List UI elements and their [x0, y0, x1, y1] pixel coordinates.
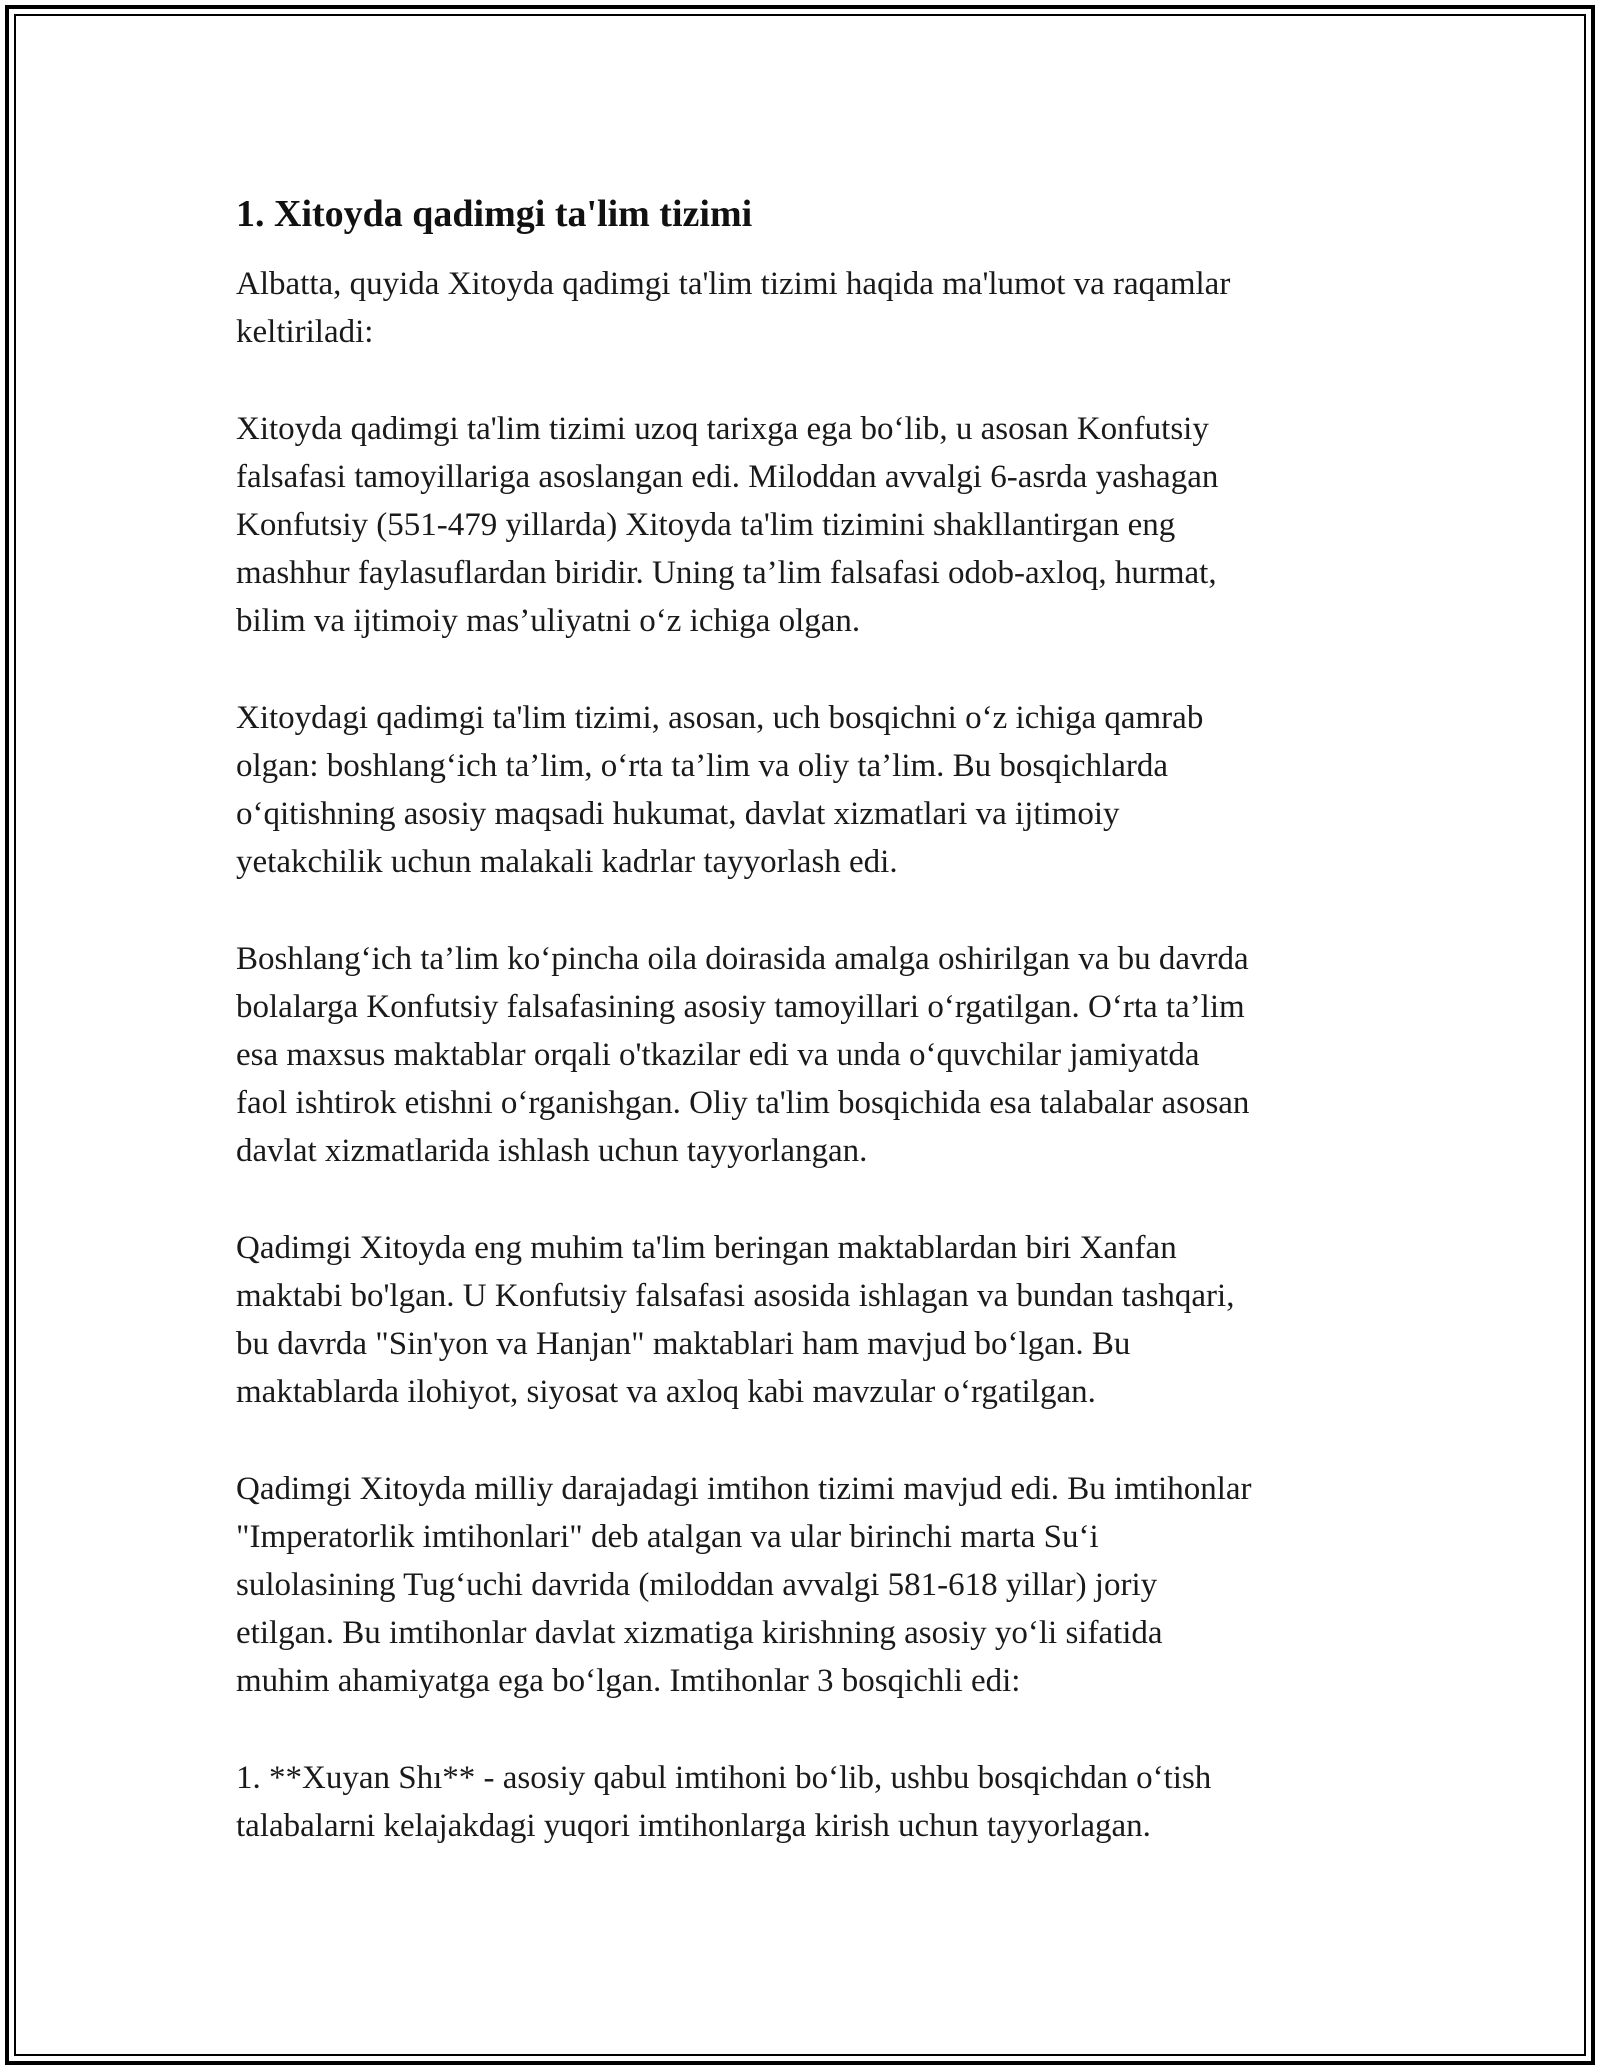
paragraph-confucius: Xitoyda qadimgi ta'lim tizimi uzoq tarixga ega boʻlib, u asosan Konfutsiy falsafasi tamoyillariga asoslangan edi. Miloddan avvalgi 6-asrda yashagan Konfutsiy (551-479 yillarda) Xitoyda ta'lim tizimini shakllantirgan eng mashhur faylasuflardan biridir. Uning ta’lim falsafasi odob-axloq, hurmat, bilim va ijtimoiy mas’uliyatni oʻz ichiga olgan. [236, 411, 1219, 639]
paragraph-intro: Albatta, quyida Xitoyda qadimgi ta'lim tizimi haqida ma'lumot va raqamlar keltiriladi: [236, 266, 1231, 350]
paragraph-education-levels: Boshlangʻich ta’lim koʻpincha oila doirasida amalga oshirilgan va bu davrda bolalarga Konfutsiy falsafasining asosiy tamoyillari oʻrgatilgan. Oʻrta ta’lim esa maxsus maktablar orqali o'tkazilar edi va unda oʻquvchilar jamiyatda faol ishtirok etishni oʻrganishgan. Oliy ta'lim bosqichida esa talabalar asosan davlat xizmatlarida ishlash uchun tayyorlangan. [236, 941, 1250, 1169]
document-title: 1. Xitoyda qadimgi ta'lim tizimi [236, 193, 753, 235]
document-body [236, 190, 1376, 1850]
paragraph-list-item-1: 1. **Xuyan Shı** - asosiy qabul imtihoni boʻlib, ushbu bosqichdan oʻtish talabalarni kelajakdagi yuqori imtihonlarga kirish uchun tayyorlagan. [236, 1760, 1212, 1844]
paragraph-schools: Qadimgi Xitoyda eng muhim ta'lim beringan maktablardan biri Xanfan maktabi bo'lgan. U Konfutsiy falsafasi asosida ishlagan va bundan tashqari, bu davrda "Sin'yon va Hanjan" maktablari ham mavjud boʻlgan. Bu maktablarda ilohiyot, siyosat va axloq kabi mavzular oʻrgatilgan. [236, 1230, 1235, 1410]
paragraph-exams: Qadimgi Xitoyda milliy darajadagi imtihon tizimi mavjud edi. Bu imtihonlar "Imperatorlik imtihonlari" deb atalgan va ular birinchi marta Suʻi sulolasining Tugʻuchi davrida (miloddan avvalgi 581-618 yillar) joriy etilgan. Bu imtihonlar davlat xizmatiga kirishning asosiy yoʻli sifatida muhim ahamiyatga ega boʻlgan. Imtihonlar 3 bosqichli edi: [236, 1471, 1252, 1699]
paragraph-stages: Xitoydagi qadimgi ta'lim tizimi, asosan, uch bosqichni oʻz ichiga qamrab olgan: boshlangʻich ta’lim, oʻrta ta’lim va oliy ta’lim. Bu bosqichlarda oʻqitishning asosiy maqsadi hukumat, davlat xizmatlari va ijtimoiy yetakchilik uchun malakali kadrlar tayyorlash edi. [236, 700, 1204, 880]
